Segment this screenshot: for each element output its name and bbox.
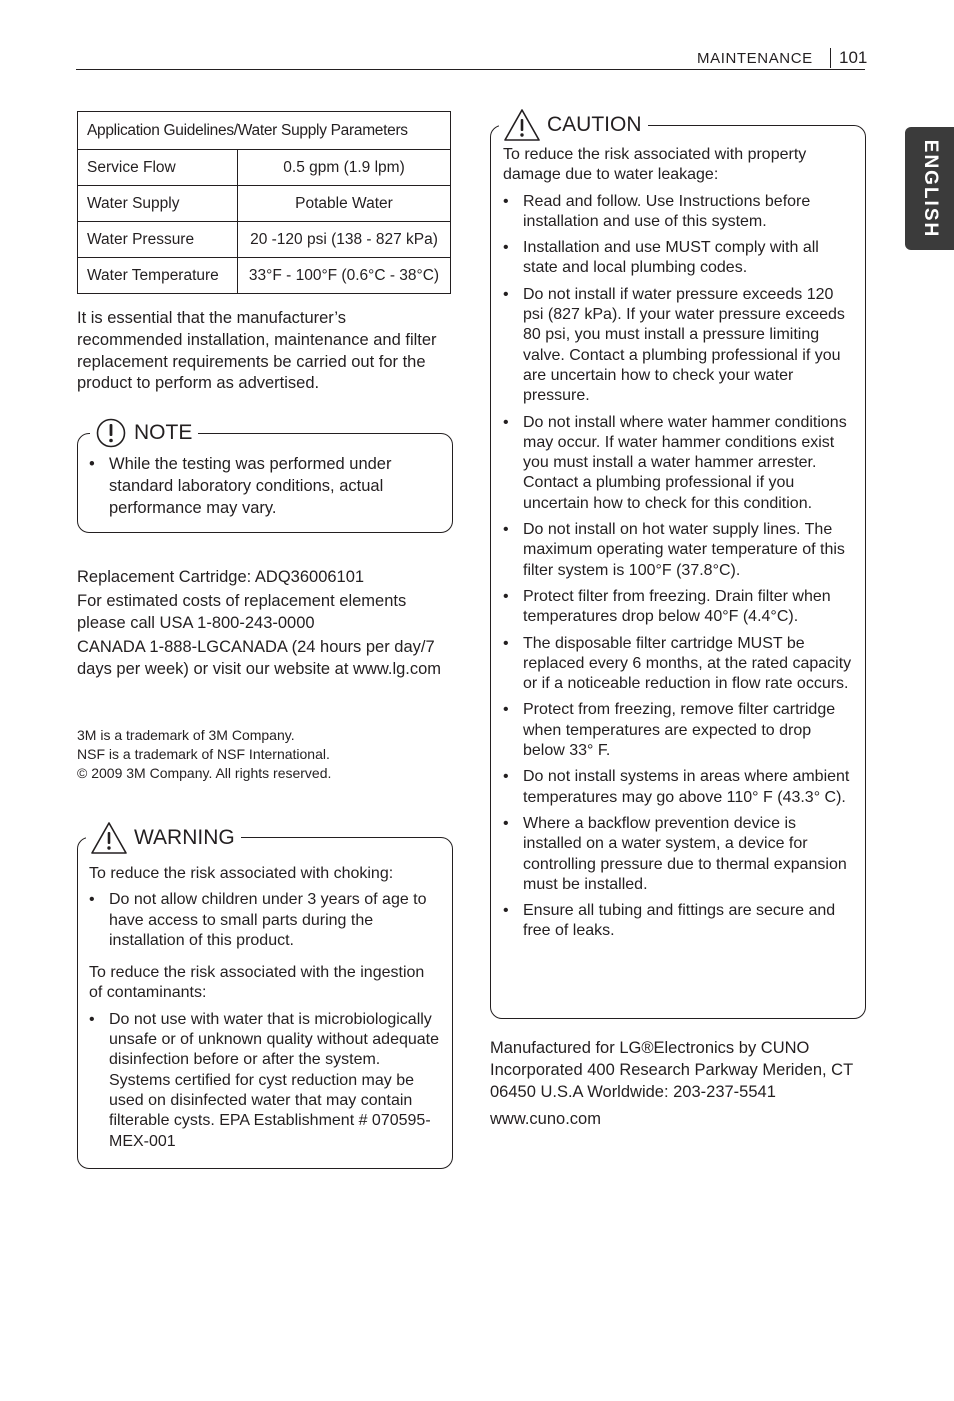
manufacturer-website[interactable]: www.cuno.com bbox=[490, 1110, 601, 1128]
caution-intro: To reduce the risk associated with property damage due to water leakage: bbox=[503, 146, 807, 184]
language-tab-label: ENGLISH bbox=[919, 139, 941, 238]
copyright-line: © 2009 3M Company. All rights reserved. bbox=[77, 765, 332, 781]
list-item: • Do not install on hot water supply lines. The maximum operating water temperature of this filter system is 100°F (37.8°C). bbox=[503, 520, 857, 581]
caution-heading bbox=[499, 108, 648, 142]
page-number: 101 bbox=[839, 48, 868, 67]
warning-title: WARNING bbox=[134, 826, 235, 849]
warning-intro: To reduce the risk associated with choking: bbox=[89, 865, 394, 882]
header-separator bbox=[830, 48, 831, 68]
list-item: • The disposable filter cartridge MUST be replaced every 6 months, at the rated capacity or if a noticeable reduction in flow rate occurs. bbox=[503, 634, 857, 695]
table-cell-value: 20 -120 psi (138 - 827 kPa) bbox=[238, 222, 451, 258]
table-row bbox=[78, 186, 451, 222]
list-item: • Where a backflow prevention device is installed on a water system, a device for controlling pressure due to thermal expansion must be installed. bbox=[503, 814, 857, 895]
table-cell-label: Water Temperature bbox=[78, 258, 238, 294]
replacement-cartridge: Replacement Cartridge: ADQ36006101 bbox=[77, 568, 365, 586]
list-item: • Do not install if water pressure exceeds 120 psi (827 kPa). If your water pressure exceeds 80 psi, you must install a pressure limiting valve. Contact a plumbing professional if you are uncertain how to check your water pressure. bbox=[503, 285, 857, 407]
list-item: • Do not allow children under 3 years of age to have access to small parts during the installation of this product. bbox=[89, 890, 439, 951]
manufacturer-info: Manufactured for LG®Electronics by CUNO Incorporated 400 Research Parkway Meriden, CT 06450 U.S.A Worldwide: 203-237-5541 bbox=[490, 1039, 853, 1101]
table-title: Application Guidelines/Water Supply Parameters bbox=[78, 112, 451, 150]
warning-triangle-icon bbox=[90, 821, 128, 855]
header-rule bbox=[76, 69, 865, 70]
language-tab bbox=[905, 127, 954, 250]
caution-box bbox=[490, 125, 866, 1019]
warning-intro: To reduce the risk associated with the ingestion of contaminants: bbox=[89, 964, 425, 1002]
exclamation-circle-icon bbox=[94, 418, 128, 448]
table-row bbox=[78, 150, 451, 186]
parameters-table bbox=[77, 111, 451, 294]
list-item: • Do not install where water hammer conditions may occur. If water hammer conditions exist you must install a water hammer arrester. Contact a plumbing professional if you uncertain how to check for this condition. bbox=[503, 413, 857, 514]
replacement-canada: CANADA 1-888-LGCANADA (24 hours per day/7 days per week) or visit our website at www.lg.com bbox=[77, 638, 442, 678]
list-item: • Do not use with water that is microbiologically unsafe or of unknown quality without adequate disinfection before or after the system. Systems certified for cyst reduction may be used on disinfected water that may contain filterable cysts. EPA Establishment # 070595-MEX-001 bbox=[89, 1010, 439, 1152]
intro-paragraph: It is essential that the manufacturer’s recommended installation, maintenance and filter replacement requirements be carried out for the product to perform as advertised. bbox=[77, 309, 437, 393]
note-box bbox=[77, 433, 453, 533]
list-item: • Ensure all tubing and fittings are secure and free of leaks. bbox=[503, 901, 857, 942]
warning-triangle-icon bbox=[503, 108, 541, 142]
note-title: NOTE bbox=[134, 421, 193, 444]
table-cell-label: Service Flow bbox=[78, 150, 238, 186]
warning-box bbox=[77, 837, 453, 1169]
trademark-line: NSF is a trademark of NSF International. bbox=[77, 746, 330, 762]
list-item: • Do not install systems in areas where ambient temperatures may go above 110° F (43.3° C). bbox=[503, 767, 857, 808]
table-cell-value: Potable Water bbox=[238, 186, 451, 222]
table-cell-value: 0.5 gpm (1.9 lpm) bbox=[238, 150, 451, 186]
table-row bbox=[78, 258, 451, 294]
list-item: • Read and follow. Use Instructions before installation and use of this system. bbox=[503, 192, 857, 233]
table-cell-value: 33°F - 100°F (0.6°C - 38°C) bbox=[238, 258, 451, 294]
caution-title: CAUTION bbox=[547, 113, 642, 136]
list-item: • While the testing was performed under standard laboratory conditions, actual performance may vary. bbox=[89, 454, 429, 519]
list-item: • Protect from freezing, remove filter cartridge when temperatures are expected to drop below 33° F. bbox=[503, 700, 857, 761]
table-cell-label: Water Supply bbox=[78, 186, 238, 222]
replacement-usa: For estimated costs of replacement elements please call USA 1-800-243-0000 bbox=[77, 592, 407, 632]
warning-heading bbox=[86, 821, 241, 855]
trademark-line: 3M is a trademark of 3M Company. bbox=[77, 727, 295, 743]
list-item: • Protect filter from freezing. Drain filter when temperatures drop below 40°F (4.4°C). bbox=[503, 587, 857, 628]
section-title: MAINTENANCE bbox=[697, 50, 813, 67]
table-row bbox=[78, 222, 451, 258]
note-heading bbox=[90, 418, 198, 448]
table-cell-label: Water Pressure bbox=[78, 222, 238, 258]
list-item: • Installation and use MUST comply with all state and local plumbing codes. bbox=[503, 238, 857, 279]
